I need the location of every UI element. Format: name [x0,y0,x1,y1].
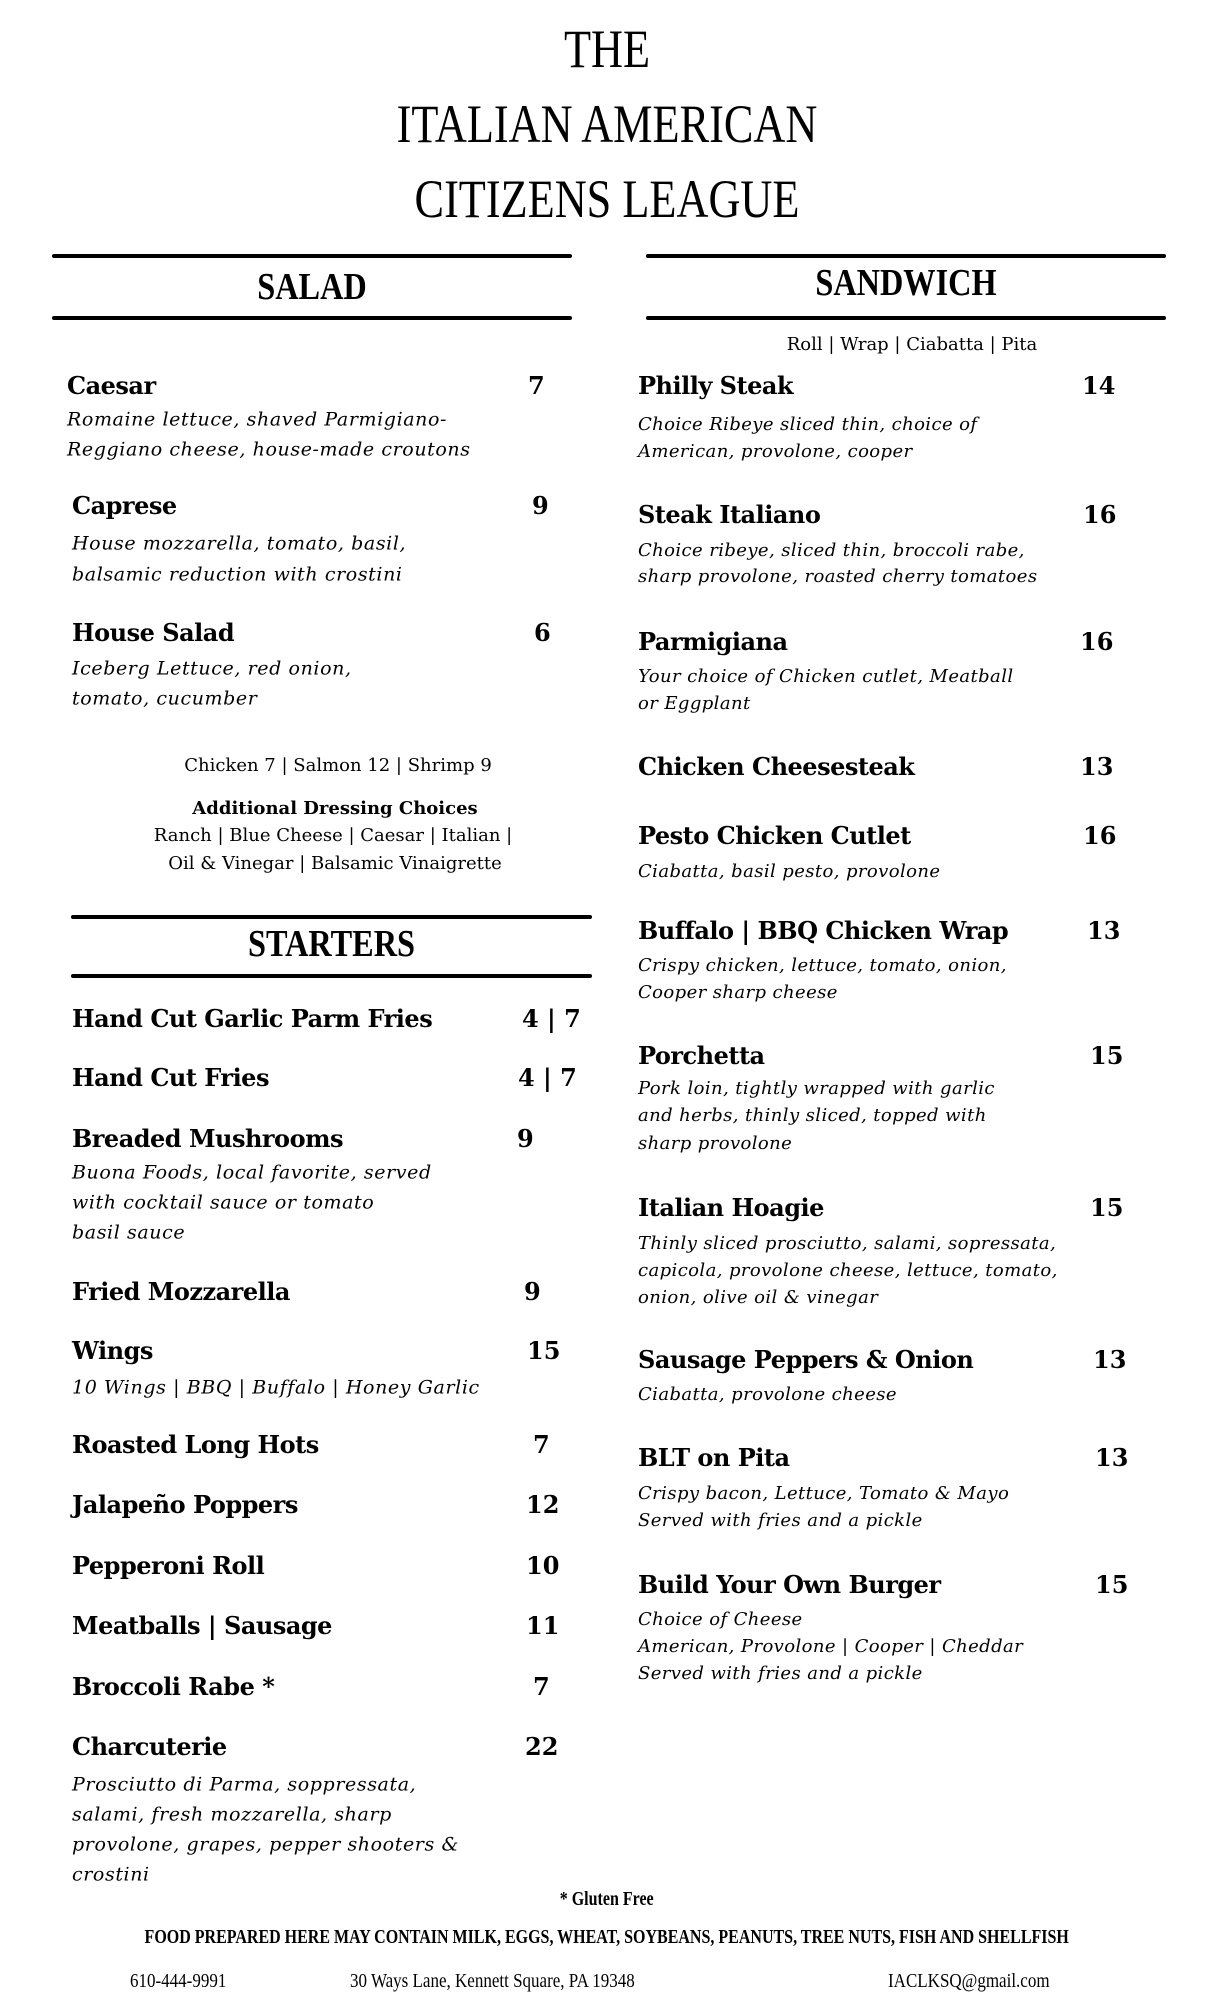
bread-options: Roll | Wrap | Ciabatta | Pita [786,334,1038,355]
item-desc: crostini [72,1863,150,1886]
item-price: 11 [526,1611,560,1640]
item-name: Caprese [72,491,177,520]
item-name: Fried Mozzarella [72,1277,290,1306]
address-text: 30 Ways Lane, Kennett Square, PA 19348 [350,1970,635,1992]
salad-protein-addons: Chicken 7 | Salmon 12 | Shrimp 9 [184,755,492,776]
item-price: 13 [1095,1443,1129,1472]
item-desc: 10 Wings | BBQ | Buffalo | Honey Garlic [72,1376,480,1399]
item-desc: with cocktail sauce or tomato [72,1191,375,1214]
item-price: 9 [517,1124,534,1153]
starters-bottom-rule [71,974,592,978]
item-desc: American, provolone, cooper [638,441,913,462]
item-desc: tomato, cucumber [72,687,258,710]
item-desc: Cooper sharp cheese [638,982,838,1003]
item-desc: capicola, provolone cheese, lettuce, tomato, [638,1260,1058,1281]
item-price: 4 | 7 [518,1063,577,1092]
phone-text: 610-444-9991 [130,1970,227,1992]
item-desc: sharp provolone [638,1133,793,1154]
item-price: 15 [1095,1570,1129,1599]
item-name: Buffalo | BBQ Chicken Wrap [638,916,1009,945]
item-price: 13 [1080,752,1114,781]
item-name: BLT on Pita [638,1443,790,1472]
item-desc: Your choice of Chicken cutlet, Meatball [638,666,1014,687]
item-name: Meatballs | Sausage [72,1611,332,1640]
title-line-1: THE [563,19,651,79]
sandwich-heading: SANDWICH [815,262,997,304]
item-price: 16 [1083,821,1117,850]
item-price: 15 [1090,1193,1124,1222]
item-desc: Served with fries and a pickle [638,1663,923,1684]
email-text[interactable]: IACLKSQ@gmail.com [888,1970,1050,1992]
item-name: Breaded Mushrooms [72,1124,343,1153]
item-price: 12 [526,1490,560,1519]
item-price: 13 [1087,916,1121,945]
item-price: 7 [533,1672,550,1701]
item-name: Broccoli Rabe * [72,1672,275,1701]
item-price: 7 [528,371,545,400]
item-price: 14 [1082,371,1116,400]
item-desc: Romaine lettuce, shaved Parmigiano- [67,408,448,431]
item-desc: Buona Foods, local favorite, served [72,1161,432,1184]
item-price: 22 [525,1732,559,1761]
item-name: Pepperoni Roll [72,1551,265,1580]
gluten-free-text: * Gluten Free [560,1888,654,1910]
item-desc: Pork loin, tightly wrapped with garlic [638,1078,995,1099]
contact-address [350,1970,685,1993]
item-desc: balsamic reduction with crostini [72,563,403,586]
item-name: Porchetta [638,1041,765,1070]
item-price: 16 [1083,500,1117,529]
dressing-heading: Additional Dressing Choices [192,798,478,819]
starters-top-rule [71,915,592,919]
contact-email[interactable] [888,1970,1078,1993]
item-desc: Prosciutto di Parma, soppressata, [72,1773,417,1796]
item-desc: Choice of Cheese [638,1609,803,1630]
dressing-options-line-1: Ranch | Blue Cheese | Caesar | Italian | [153,825,513,846]
item-name: Hand Cut Garlic Parm Fries [72,1004,433,1033]
salad-top-rule [52,254,572,258]
item-name: Charcuterie [72,1732,227,1761]
gluten-free-note [0,1889,1214,1909]
item-price: 16 [1080,627,1114,656]
item-name: Steak Italiano [638,500,821,529]
item-desc: Thinly sliced prosciutto, salami, sopressata, [638,1233,1057,1254]
allergen-warning [0,1927,1214,1947]
item-name: Wings [72,1336,153,1365]
item-name: Philly Steak [638,371,794,400]
item-name: Caesar [67,371,156,400]
item-name: Jalapeño Poppers [72,1490,298,1519]
item-desc: Ciabatta, basil pesto, provolone [638,861,941,882]
item-desc: basil sauce [72,1221,186,1244]
dressing-options-line-2: Oil & Vinegar | Balsamic Vinaigrette [168,853,502,874]
item-desc: Crispy bacon, Lettuce, Tomato & Mayo [638,1483,1010,1504]
item-price: 4 | 7 [522,1004,581,1033]
salad-bottom-rule [52,316,572,320]
item-name: Roasted Long Hots [72,1430,319,1459]
item-price: 13 [1093,1345,1127,1374]
item-name: Italian Hoagie [638,1193,824,1222]
title-line-2: ITALIAN AMERICAN [396,94,818,154]
item-desc: salami, fresh mozzarella, sharp [72,1803,392,1826]
salad-heading: SALAD [257,266,367,308]
item-desc: House mozzarella, tomato, basil, [72,532,407,555]
item-name: Parmigiana [638,627,788,656]
item-price: 9 [532,491,549,520]
item-price: 10 [526,1551,560,1580]
item-name: Sausage Peppers & Onion [638,1345,974,1374]
item-desc: Reggiano cheese, house-made croutons [67,438,471,461]
contact-phone [130,1970,243,1993]
item-price: 15 [527,1336,561,1365]
title-line-3: CITIZENS LEAGUE [414,169,800,229]
starters-heading: STARTERS [247,923,415,965]
item-price: 9 [524,1277,541,1306]
item-desc: Served with fries and a pickle [638,1510,923,1531]
item-desc: Choice ribeye, sliced thin, broccoli rabe, [638,540,1025,561]
item-desc: American, Provolone | Cooper | Cheddar [638,1636,1024,1657]
item-name: Pesto Chicken Cutlet [638,821,911,850]
item-name: Build Your Own Burger [638,1570,941,1599]
item-desc: provolone, grapes, pepper shooters & [72,1833,459,1856]
sandwich-top-rule [646,254,1166,258]
item-price: 15 [1090,1041,1124,1070]
item-desc: and herbs, thinly sliced, topped with [638,1105,987,1126]
item-name: House Salad [72,618,235,647]
item-desc: Ciabatta, provolone cheese [638,1384,897,1405]
item-desc: Crispy chicken, lettuce, tomato, onion, [638,955,1007,976]
item-price: 7 [533,1430,550,1459]
item-name: Hand Cut Fries [72,1063,269,1092]
item-desc: Iceberg Lettuce, red onion, [72,657,352,680]
allergen-text: FOOD PREPARED HERE MAY CONTAIN MILK, EGGS, WHEAT, SOYBEANS, PEANUTS, TREE NUTS, FISH AND SHELLFISH [144,1926,1070,1948]
item-desc: sharp provolone, roasted cherry tomatoes [638,566,1038,587]
item-desc: Choice Ribeye sliced thin, choice of [638,414,978,435]
item-desc: or Eggplant [638,693,751,714]
item-name: Chicken Cheesesteak [638,752,915,781]
sandwich-bottom-rule [646,316,1166,320]
item-desc: onion, olive oil & vinegar [638,1287,879,1308]
item-price: 6 [534,618,551,647]
